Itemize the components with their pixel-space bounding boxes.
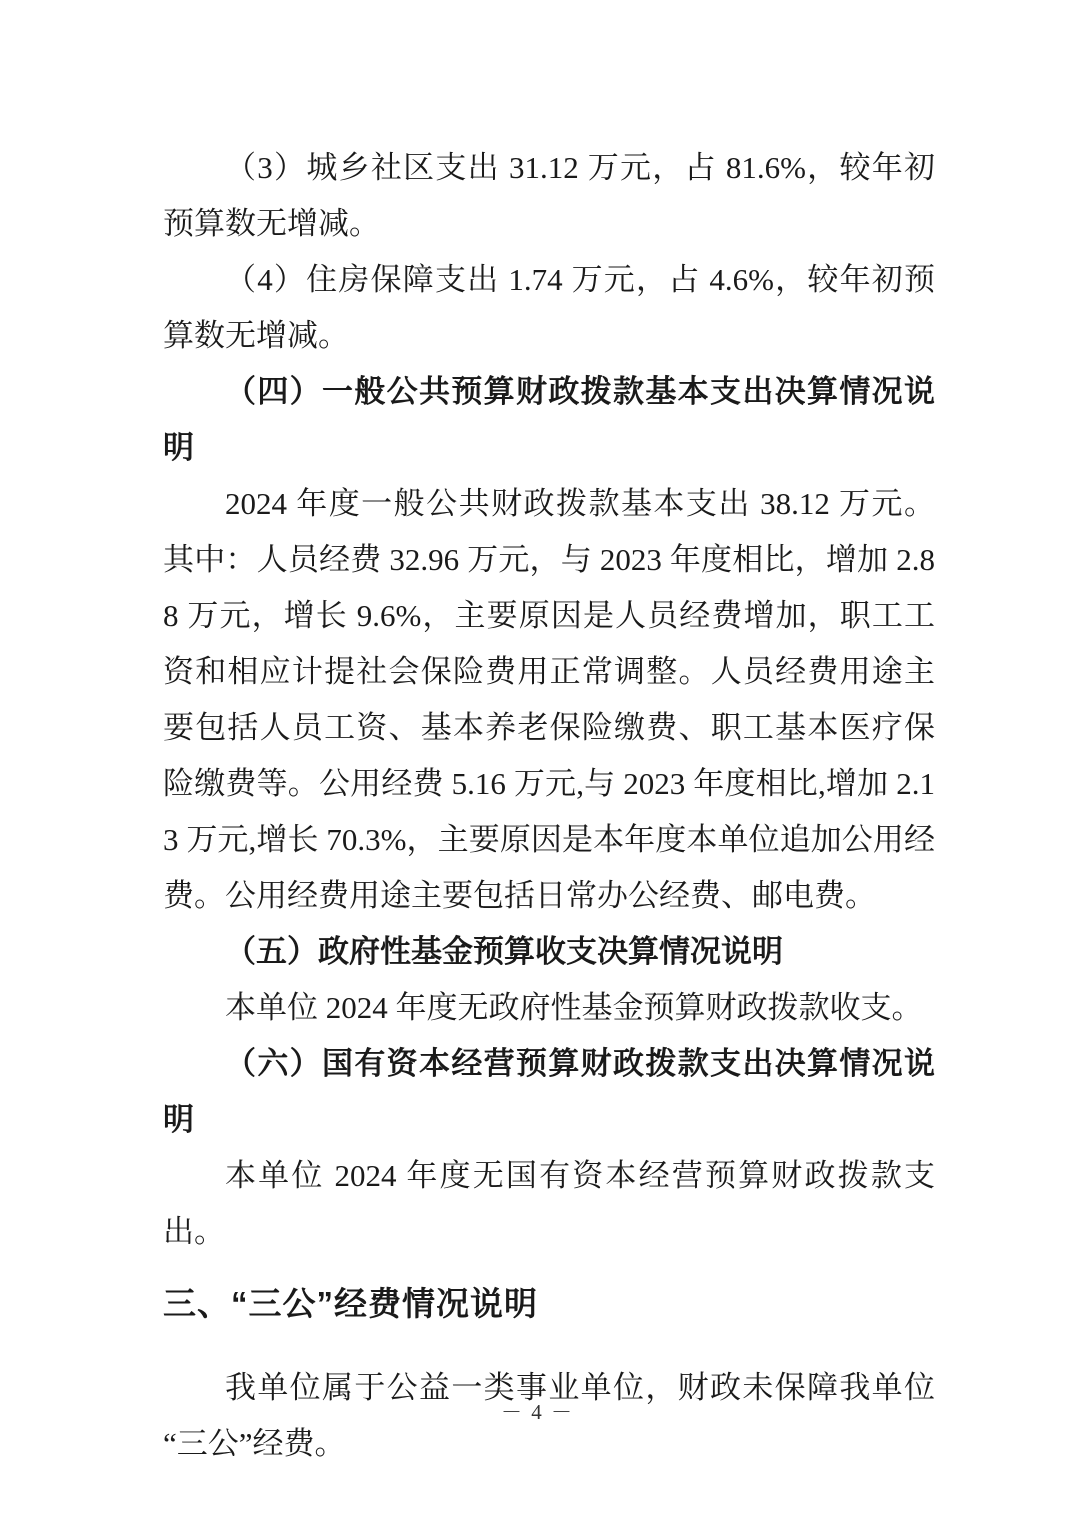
paragraph-three-public-funds: 我单位属于公益一类事业单位，财政未保障我单位“三公”经费。	[163, 1370, 935, 1461]
paragraph-state-capital: 本单位 2024 年度无国有资本经营预算财政拨款支出。	[163, 1158, 935, 1249]
paragraph-expense-item-3: （3）城乡社区支出 31.12 万元，占 81.6%，较年初预算数无增减。	[163, 150, 935, 241]
section-heading-three-public-funds: 三、“三公”经费情况说明	[163, 1285, 538, 1322]
page-number: － 4 －	[501, 1400, 574, 1424]
paragraph-government-fund: 本单位 2024 年度无政府性基金预算财政拨款收支。	[225, 990, 923, 1025]
paragraph-basic-expenditure-detail: 2024 年度一般公共财政拨款基本支出 38.12 万元。其中：人员经费 32.96 万元，与 2023 年度相比，增加 2.88 万元，增长 9.6%，主要原因是人员经费增加，职工工资和相应计提社会保险费用正常调整。人员经费用途主要包括人员工资、基本养老保险缴费、职工基本医疗保险缴费等。公用经费 5.16 万元,与 2023 年度相比,增加 2.13 万元,增长 70.3%，主要原因是本年度本单位追加公用经费。公用经费用途主要包括日常办公经费、邮电费。	[163, 486, 935, 913]
page-footer	[0, 1396, 1075, 1426]
sub-heading-government-fund: （五）政府性基金预算收支决算情况说明	[225, 934, 783, 969]
sub-heading-basic-expenditure: （四）一般公共预算财政拨款基本支出决算情况说明	[163, 374, 935, 465]
sub-heading-state-capital: （六）国有资本经营预算财政拨款支出决算情况说明	[163, 1046, 935, 1137]
document-body	[163, 140, 935, 1472]
paragraph-expense-item-4: （4）住房保障支出 1.74 万元，占 4.6%，较年初预算数无增减。	[163, 262, 935, 353]
